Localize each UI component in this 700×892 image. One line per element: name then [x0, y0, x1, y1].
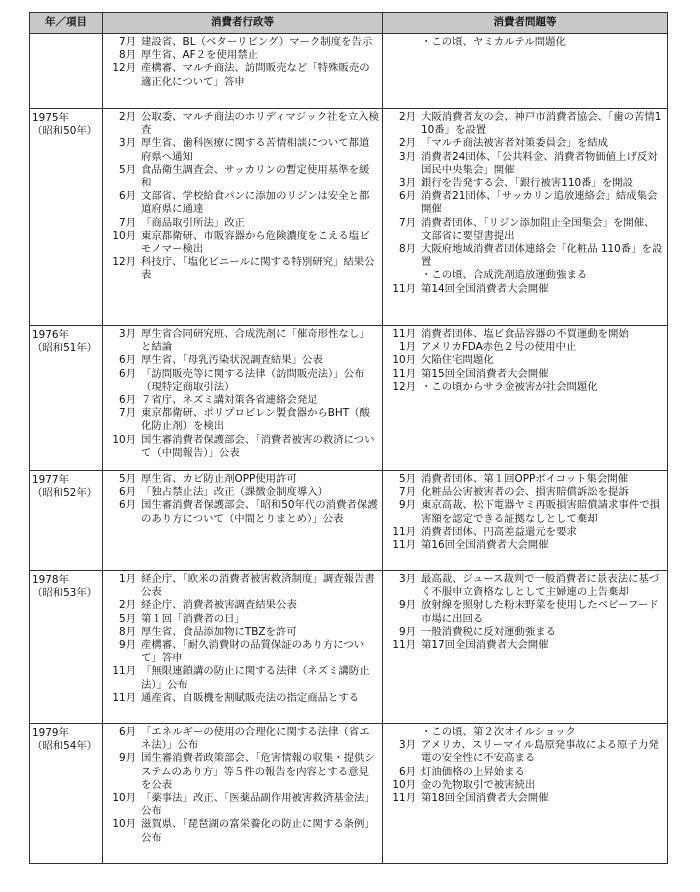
entry-text: アメリカFDA赤色２号の使用中止: [421, 341, 577, 354]
list-item: [386, 639, 664, 652]
entry-text: 第15回全国消費者大会開催: [421, 367, 549, 380]
year-cell: [30, 109, 103, 326]
entry-month: 5月: [398, 473, 416, 485]
entry-month: 11月: [392, 367, 416, 380]
entry-month: [386, 36, 421, 49]
list-item: [386, 111, 664, 137]
entry-text: アメリカ、スリーマイル島原発事故による原子力発電の安全性に不安高まる: [421, 739, 659, 765]
entry-month: 10月: [392, 778, 416, 791]
entry-text: ７省庁、ネズミ講対策各省連絡会発足: [141, 394, 318, 407]
list-item: [386, 486, 664, 499]
entry-text: 「マルチ商法被害者対策委員会」を結成: [421, 137, 609, 150]
entry-month: 11月: [392, 792, 416, 805]
entry-month: 6月: [118, 726, 136, 738]
entry-text: 放射線を照射した粉末野菜を使用したベビーフード市場に出回る: [421, 599, 659, 625]
entry-month: 1月: [398, 341, 416, 354]
entry-month: 11月: [392, 539, 416, 552]
entry-text: 厚生省、カビ防止剤OPP使用許可: [141, 473, 297, 485]
list-item: [106, 486, 379, 499]
list-item: [106, 626, 379, 639]
consumer-issues-cell: [383, 724, 668, 864]
entry-month: 3月: [398, 739, 416, 752]
consumer-issues-cell: [383, 571, 668, 724]
header-year: 年／項目: [30, 13, 103, 34]
consumer-administration-cell: [103, 109, 383, 326]
table-header: [30, 13, 668, 34]
entry-text: 厚生省、歯科医療に関する苦情相談について都道府県へ通知: [141, 137, 370, 163]
entry-text: 灯油価格の上昇始まる: [421, 765, 525, 778]
list-item: [386, 137, 664, 150]
list-item: [106, 407, 379, 433]
entry-text: 通産省、自販機を割賦販売法の指定商品とする: [141, 691, 360, 704]
consumer-issues-cell: [383, 34, 668, 109]
list-item: [106, 752, 379, 792]
entry-month: 1月: [118, 573, 136, 585]
year-cell: [30, 326, 103, 471]
list-item: [106, 49, 379, 62]
list-item: [386, 739, 664, 765]
year-cell: [30, 34, 103, 109]
entry-month: 7月: [398, 216, 416, 229]
entry-text: 国生審消費者保護部会、「消費者被害の救済について（中間報告）」公表: [141, 433, 375, 459]
list-item: [386, 626, 664, 639]
entry-text: 「エネルギーの使用の合理化に関する法律（省エネ法）」公布: [141, 726, 370, 752]
era-label: （昭和50年）: [32, 125, 98, 138]
entry-month: 2月: [398, 111, 416, 123]
entry-month: 8月: [118, 49, 136, 62]
list-item: [106, 217, 379, 230]
entry-text: 産構審、マルチ商法、訪問販売など「特殊販売の適正化について」答申: [141, 62, 370, 88]
entry-month: 7月: [118, 216, 136, 229]
entry-month: 5月: [118, 473, 136, 485]
entry-month: 3月: [398, 150, 416, 163]
table-row: [30, 34, 668, 109]
entry-text: ・この頃、ヤミカルテル問題化: [421, 36, 566, 48]
entry-text: 消費者団体、「リジン添加阻止全国集会」を開催、文部省に要望書提出: [421, 216, 655, 242]
entry-month: 2月: [118, 111, 136, 123]
list-item: [386, 573, 664, 599]
list-item: [386, 36, 664, 49]
entry-month: 6月: [118, 486, 136, 499]
entry-text: 国生審消費者政策部会、「危害情報の収集・提供システムのあり方」等５件の報告を内容とする意見を公表: [141, 752, 375, 791]
entry-month: 12月: [112, 62, 136, 75]
list-item: [106, 62, 379, 88]
year-cell: [30, 471, 103, 571]
entry-text: 金の先物取引で被害続出: [421, 778, 536, 791]
entry-text: 経企庁、「欧米の消費者被害救済制度」調査報告書公表: [141, 573, 375, 599]
consumer-administration-cell: [103, 471, 383, 571]
entry-text: 東京高裁、松下電器ヤミ再販損害賠償請求事件で損害額を認定できる証拠なしとして棄却: [421, 499, 660, 525]
entry-month: 9月: [398, 499, 416, 512]
table-row: [30, 571, 668, 724]
year-label: 1978年: [32, 574, 69, 586]
list-item: [386, 499, 664, 525]
consumer-issues-cell: [383, 471, 668, 571]
list-item: [106, 473, 379, 486]
list-item: [106, 137, 379, 163]
list-item: [386, 779, 664, 792]
list-item: [386, 243, 664, 269]
entry-text: 厚生省合同研究班、合成洗剤に「催奇形性なし」と結論: [141, 328, 370, 354]
list-item: [386, 354, 664, 367]
year-label: 1975年: [32, 112, 69, 124]
header-consumer-issues: 消費者問題等: [383, 13, 668, 34]
entry-month: 10月: [392, 354, 416, 367]
entry-text: 消費者24団体、「公共料金、消費者物価値上げ反対国民中央集会」開催: [421, 150, 658, 176]
list-item: [386, 190, 664, 216]
consumer-administration-cell: [103, 724, 383, 864]
consumer-administration-cell: [103, 571, 383, 724]
table-body: [30, 34, 668, 864]
entry-text: 経企庁、消費者被害調査結果公表: [141, 599, 297, 612]
entry-text: 大阪消費者友の会、神戸市消費者協会、「歯の苦情110番」を設置: [421, 111, 662, 137]
entry-text: 最高裁、ジュース裁判で一般消費者に景表法に基づく不服申立資格なしとして主婦連の上告棄却: [421, 573, 660, 599]
entry-month: 9月: [118, 639, 136, 652]
list-item: [106, 328, 379, 354]
entry-text: 「薬事法」改正、「医薬品副作用被害救済基金法」公布: [141, 792, 375, 818]
consumer-administration-cell: [103, 326, 383, 471]
list-item: [386, 368, 664, 381]
entry-month: 11月: [392, 282, 416, 295]
entry-text: 「無限連鎖講の防止に関する法律（ネズミ講防止法）」公布: [141, 665, 370, 691]
entry-text: 大阪府地域消費者団体連絡会「化粧品 110番」を設置: [421, 243, 663, 269]
list-item: [386, 473, 664, 486]
entry-text: ・この頃、合成洗剤追放運動強まる: [421, 269, 588, 282]
entry-month: 9月: [398, 625, 416, 638]
entry-text: 銀行を告発する会、「銀行被害110番」を開設: [421, 177, 634, 190]
list-item: [386, 151, 664, 177]
entry-text: 文部省、学校給食パンに添加のリジンは安全と都道府県に通達: [141, 190, 370, 216]
entry-text: 第17回全国消費者大会開催: [421, 639, 549, 652]
entry-text: 滋賀県、「琵琶湖の富栄養化の防止に関する条例」公布: [141, 818, 375, 844]
list-item: [106, 639, 379, 665]
consumer-administration-cell: [103, 34, 383, 109]
entry-month: 5月: [118, 612, 136, 625]
list-item: [106, 230, 379, 256]
entry-text: 消費者団体、塩ビ食品容器の不買運動を開始: [421, 328, 629, 340]
entry-month: 7月: [398, 486, 416, 499]
entry-month: 11月: [392, 328, 416, 340]
entry-text: 消費者団体、第１回OPPボイコット集会開催: [421, 473, 629, 485]
entry-month: 6月: [118, 499, 136, 512]
era-label: （昭和51年）: [32, 342, 98, 355]
entry-month: 3月: [118, 137, 136, 150]
entry-month: 11月: [112, 691, 136, 704]
list-item: [386, 381, 664, 394]
consumer-issues-cell: [383, 109, 668, 326]
entry-month: 6月: [118, 367, 136, 380]
table-row: [30, 724, 668, 864]
year-label: 1979年: [32, 727, 69, 739]
entry-month: 2月: [398, 137, 416, 150]
header-consumer-administration: 消費者行政等: [103, 13, 383, 34]
entry-text: 第14回全国消費者大会開催: [421, 282, 549, 295]
list-item: [106, 368, 379, 394]
entry-month: 6月: [398, 190, 416, 203]
era-label: （昭和52年）: [32, 487, 98, 500]
list-item: [386, 283, 664, 296]
era-label: （昭和53年）: [32, 587, 98, 600]
entry-text: 東京都衛研、ポリプロピレン製食器からBHT（酸化防止剤）を検出: [141, 407, 370, 433]
entry-text: 厚生省、AF２を使用禁止: [141, 49, 258, 62]
entry-month: 6月: [118, 190, 136, 203]
entry-text: 消費者21団体、「サッカリン追放連絡会」結成集会開催: [421, 190, 658, 216]
list-item: [106, 164, 379, 190]
entry-text: 食品衛生調査会、サッカリンの暫定使用基準を緩和: [141, 163, 370, 190]
entry-month: 12月: [392, 380, 416, 393]
entry-text: 「訪問販売等に関する法律（訪問販売法）」公布（現特定商取引法）: [141, 367, 365, 393]
list-item: [106, 354, 379, 367]
year-label: 1976年: [32, 329, 69, 341]
list-item: [106, 792, 379, 818]
list-item: [106, 665, 379, 691]
entry-month: 9月: [118, 752, 136, 765]
list-item: [106, 190, 379, 216]
entry-month: 3月: [398, 177, 416, 190]
entry-month: 6月: [398, 765, 416, 778]
list-item: [386, 217, 664, 243]
entry-month: 10月: [112, 792, 136, 805]
list-item: [106, 256, 379, 282]
list-item: [386, 792, 664, 805]
entry-text: 厚生省、食品添加物にTBZを許可: [141, 625, 297, 638]
list-item: [106, 599, 379, 612]
list-item: [386, 539, 664, 552]
list-item: [106, 434, 379, 460]
year-cell: [30, 724, 103, 864]
entry-text: 国生審消費者保護部会、「昭和50年代の消費者保護のあり方について（中間とりまとめ）」公表: [141, 499, 378, 525]
entry-month: 10月: [112, 229, 136, 242]
entry-text: 公取委、マルチ商法のホリディマジック社を立入検査: [141, 111, 379, 137]
list-item: [106, 692, 379, 705]
entry-month: 3月: [118, 328, 136, 340]
list-item: [386, 269, 664, 282]
consumer-issues-cell: [383, 326, 668, 471]
entry-month: 5月: [118, 163, 136, 176]
entry-month: 11月: [392, 525, 416, 538]
list-item: [106, 111, 379, 137]
year-cell: [30, 571, 103, 724]
entry-text: 東京都衛研、市販容器から危険濃度をこえる塩ビモノマー検出: [141, 229, 370, 256]
list-item: [106, 394, 379, 407]
entry-text: 産構審、「耐久消費財の品質保証のあり方について」答申: [141, 639, 365, 665]
entry-month: 10月: [112, 433, 136, 446]
list-item: [106, 613, 379, 626]
entry-text: 第16回全国消費者大会開催: [421, 539, 549, 552]
list-item: [106, 818, 379, 844]
list-item: [386, 341, 664, 354]
year-label: 1977年: [32, 474, 69, 486]
entry-text: 厚生省、「母乳汚染状況調査結果」公表: [141, 354, 323, 367]
list-item: [386, 328, 664, 341]
entry-text: ・この頃からサラ金被害が社会問題化: [421, 380, 598, 393]
entry-text: 「商品取引所法」改正: [141, 216, 245, 229]
entry-text: 第18回全国消費者大会開催: [421, 792, 549, 805]
entry-month: [386, 269, 421, 282]
entry-month: [386, 726, 421, 739]
entry-text: ・この頃、第２次オイルショック: [421, 726, 576, 738]
entry-month: 2月: [118, 599, 136, 612]
entry-month: 7月: [118, 407, 136, 420]
entry-text: 欠陥住宅問題化: [421, 354, 494, 367]
entry-text: 第１回「消費者の日」: [141, 612, 245, 625]
table-row: [30, 471, 668, 571]
chronology-table: [29, 12, 668, 864]
entry-month: 10月: [112, 818, 136, 831]
list-item: [106, 36, 379, 49]
list-item: [386, 766, 664, 779]
entry-month: 11月: [392, 639, 416, 652]
list-item: [386, 599, 664, 625]
entry-month: 8月: [118, 625, 136, 638]
list-item: [386, 526, 664, 539]
list-item: [386, 726, 664, 739]
era-label: （昭和54年）: [32, 740, 98, 753]
list-item: [106, 573, 379, 599]
entry-text: 「独占禁止法」改正（課徴金制度導入）: [141, 486, 329, 499]
entry-month: 7月: [118, 36, 136, 48]
list-item: [386, 177, 664, 190]
entry-month: 8月: [398, 243, 416, 256]
entry-month: 6月: [118, 354, 136, 367]
entry-text: 消費者団体、円高差益還元を要求: [421, 525, 577, 538]
entry-text: 化粧品公害被害者の会、損害賠償訴訟を提訴: [421, 486, 629, 499]
list-item: [106, 726, 379, 752]
table-row: [30, 326, 668, 471]
list-item: [106, 499, 379, 525]
entry-month: 3月: [398, 573, 416, 585]
entry-month: 6月: [118, 394, 136, 407]
entry-month: 12月: [112, 256, 136, 269]
entry-month: 9月: [398, 599, 416, 612]
entry-text: 科技庁、「塩化ビニールに関する特別研究」結果公表: [141, 256, 375, 282]
table-row: [30, 109, 668, 326]
entry-text: 建設省、BL（ベターリビング）マーク制度を告示: [141, 36, 373, 48]
entry-month: 11月: [112, 665, 136, 678]
entry-text: 一般消費税に反対運動強まる: [421, 625, 557, 638]
